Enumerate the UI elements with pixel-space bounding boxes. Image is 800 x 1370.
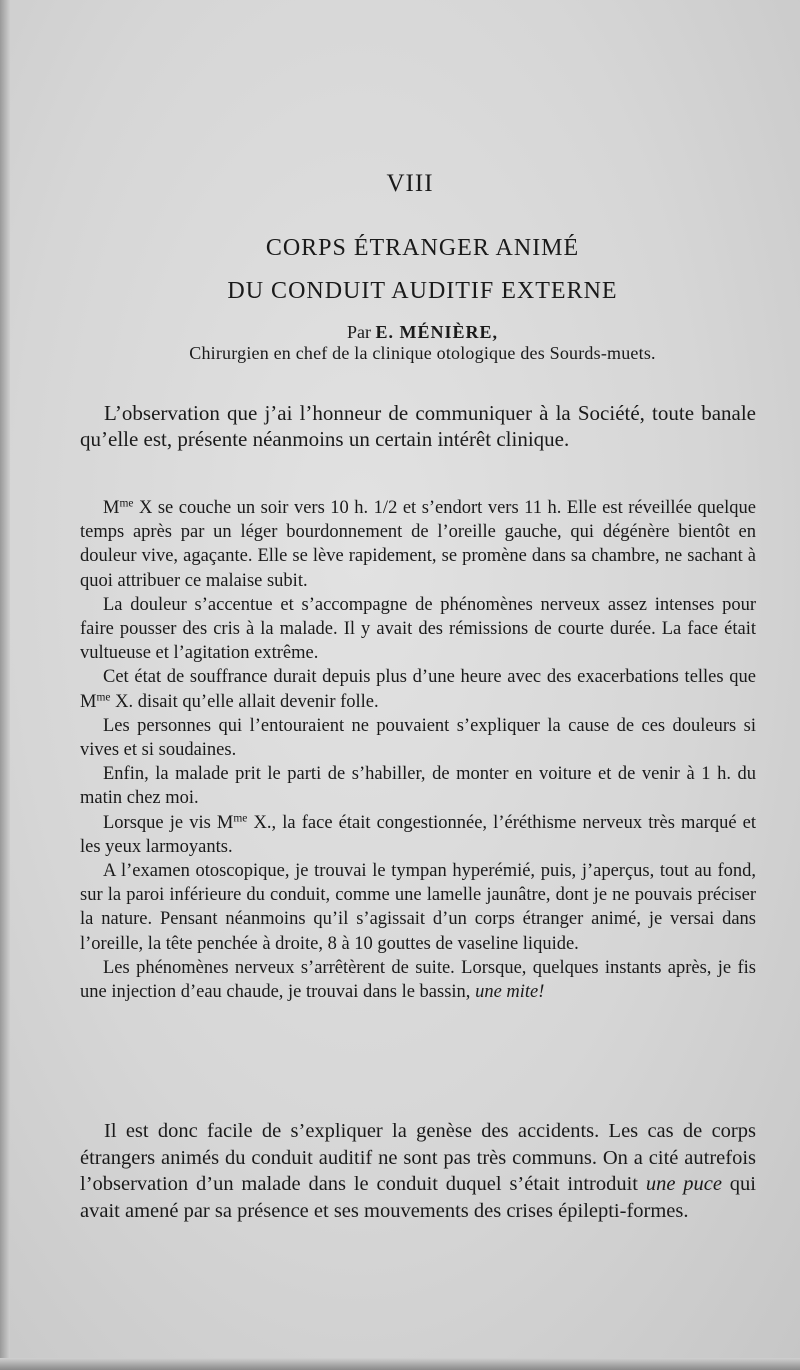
author-affiliation: Chirurgien en chef de la clinique otologique des Sourds-muets.	[189, 343, 656, 363]
observation-paragraph-5: Enfin, la malade prit le parti de s’habiller, de monter en voiture et de venir à 1 h. du matin chez moi.	[80, 764, 756, 809]
author-name: E. MÉNIÈRE,	[375, 322, 498, 342]
conclusion-block	[80, 1118, 756, 1224]
observation-paragraph-1: $M^{me}$ X se couche un soir vers 10 h. 1/2 et s’endort vers 11 h. Elle est réveillée quelque temps après par un léger bourdonnement de l’oreille gauche, qui dégénère bientôt en douleur vive, agaçante. Elle se lève rapidement, se promène dans sa chambre, ne sachant à quoi attribuer ce malaise subit.	[80, 497, 756, 591]
observation-paragraph-6: Lorsque je vis $M^{me}$ X., la face était congestionnée, l’éréthisme nerveux très marqué et les yeux larmoyants.	[80, 812, 756, 857]
byline	[0, 322, 800, 343]
intro-block	[80, 400, 756, 452]
observation-block	[80, 496, 756, 1004]
byline-par: Par	[346, 322, 371, 342]
observation-paragraph-3: Cet état de souffrance durait depuis plus d’une heure avec des exacerbations telles que $M^{me}$ X. disait qu’elle allait devenir folle.	[80, 667, 756, 712]
observation-paragraph-2: La douleur s’accentue et s’accompagne de phénomènes nerveux assez intenses pour faire pousser des cris à la malade. Il y avait des rémissions de courte durée. La face était vultueuse et l’agitation extrême.	[80, 594, 756, 664]
conclusion-paragraph: Il est donc facile de s’expliquer la genèse des accidents. Les cas de corps étrangers animés du conduit auditif ne sont pas très communs. On a cité autrefois l’observation d’un malade dans le conduit duquel s’était introduit une puce qui avait amené par sa présence et ses mouvements des crises épilepti-formes.	[80, 1120, 757, 1222]
observation-paragraph-4: Les personnes qui l’entouraient ne pouvaient s’expliquer la cause de ces douleurs si vives et si soudaines.	[80, 715, 756, 761]
observation-paragraph-7: A l’examen otoscopique, je trouvai le tympan hyperémié, puis, j’aperçus, tout au fond, sur la paroi inférieure du conduit, comme une lamelle jaunâtre, dont je ne pouvais préciser la nature. Pensant néanmoins qu’il s’agissait d’un corps étranger animé, je versai dans l’oreille, la tête penchée à droite, 8 à 10 gouttes de vaseline liquide.	[80, 861, 756, 954]
chapter-number: VIII	[386, 170, 434, 197]
observation-paragraph-8: Les phénomènes nerveux s’arrêtèrent de suite. Lorsque, quelques instants après, je fis une injection d’eau chaude, je trouvai dans le bassin, une mite!	[80, 957, 756, 1003]
article-title-line-1: CORPS ÉTRANGER ANIMÉ	[265, 235, 580, 261]
page-shadow-left	[0, 0, 10, 1370]
article-title-line-2: DU CONDUIT AUDITIF EXTERNE	[227, 278, 618, 304]
page-shadow-bottom	[0, 1358, 800, 1370]
intro-paragraph: L’observation que j’ai l’honneur de communiquer à la Société, toute banale qu’elle est, présente néanmoins un certain intérêt clinique.	[80, 401, 756, 451]
